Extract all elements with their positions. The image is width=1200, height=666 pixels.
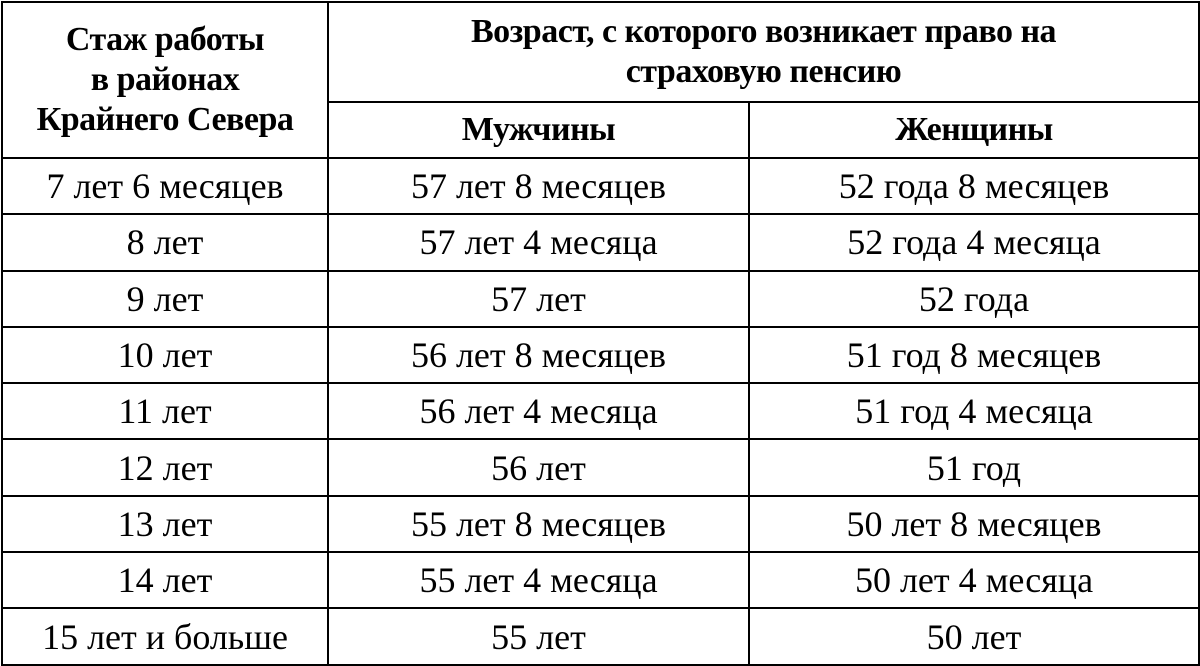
pension-age-table xyxy=(1,1,1200,666)
table-row xyxy=(2,327,1199,383)
cell-men-age: 56 лет xyxy=(328,439,749,495)
header-experience-line: Крайнего Севера xyxy=(36,101,294,138)
cell-women-age: 50 лет xyxy=(749,608,1199,664)
cell-experience: 9 лет xyxy=(2,271,328,327)
cell-men-age: 56 лет 4 месяца xyxy=(328,383,749,439)
table-row xyxy=(2,158,1199,214)
cell-women-age: 52 года 8 месяцев xyxy=(749,158,1199,214)
cell-experience: 11 лет xyxy=(2,383,328,439)
cell-women-age: 52 года 4 месяца xyxy=(749,214,1199,270)
cell-experience: 12 лет xyxy=(2,439,328,495)
cell-women-age: 51 год xyxy=(749,439,1199,495)
cell-experience: 8 лет xyxy=(2,214,328,270)
header-age-group-line: Возраст, с которого возникает право на xyxy=(470,13,1057,50)
table-row xyxy=(2,608,1199,664)
table-row xyxy=(2,271,1199,327)
table-row xyxy=(2,552,1199,608)
cell-women-age: 52 года xyxy=(749,271,1199,327)
cell-men-age: 55 лет xyxy=(328,608,749,664)
cell-experience: 15 лет и больше xyxy=(2,608,328,664)
cell-women-age: 50 лет 8 месяцев xyxy=(749,496,1199,552)
cell-men-age: 57 лет xyxy=(328,271,749,327)
cell-men-age: 55 лет 8 месяцев xyxy=(328,496,749,552)
header-age-group-line: страховую пенсию xyxy=(625,53,902,90)
table-row xyxy=(2,383,1199,439)
cell-women-age: 51 год 4 месяца xyxy=(749,383,1199,439)
table-row xyxy=(2,214,1199,270)
header-experience-line: Стаж работы xyxy=(65,21,265,58)
cell-men-age: 57 лет 8 месяцев xyxy=(328,158,749,214)
table-row xyxy=(2,496,1199,552)
header-experience-line: в районах xyxy=(90,61,240,98)
cell-experience: 10 лет xyxy=(2,327,328,383)
cell-men-age: 55 лет 4 месяца xyxy=(328,552,749,608)
cell-women-age: 50 лет 4 месяца xyxy=(749,552,1199,608)
cell-men-age: 56 лет 8 месяцев xyxy=(328,327,749,383)
cell-experience: 14 лет xyxy=(2,552,328,608)
cell-experience: 13 лет xyxy=(2,496,328,552)
table-row xyxy=(2,439,1199,495)
header-experience xyxy=(2,2,328,158)
header-women: Женщины xyxy=(749,102,1199,158)
header-age-group xyxy=(328,2,1199,102)
table-header-row xyxy=(2,2,1199,102)
header-men: Мужчины xyxy=(328,102,749,158)
cell-experience: 7 лет 6 месяцев xyxy=(2,158,328,214)
cell-women-age: 51 год 8 месяцев xyxy=(749,327,1199,383)
cell-men-age: 57 лет 4 месяца xyxy=(328,214,749,270)
